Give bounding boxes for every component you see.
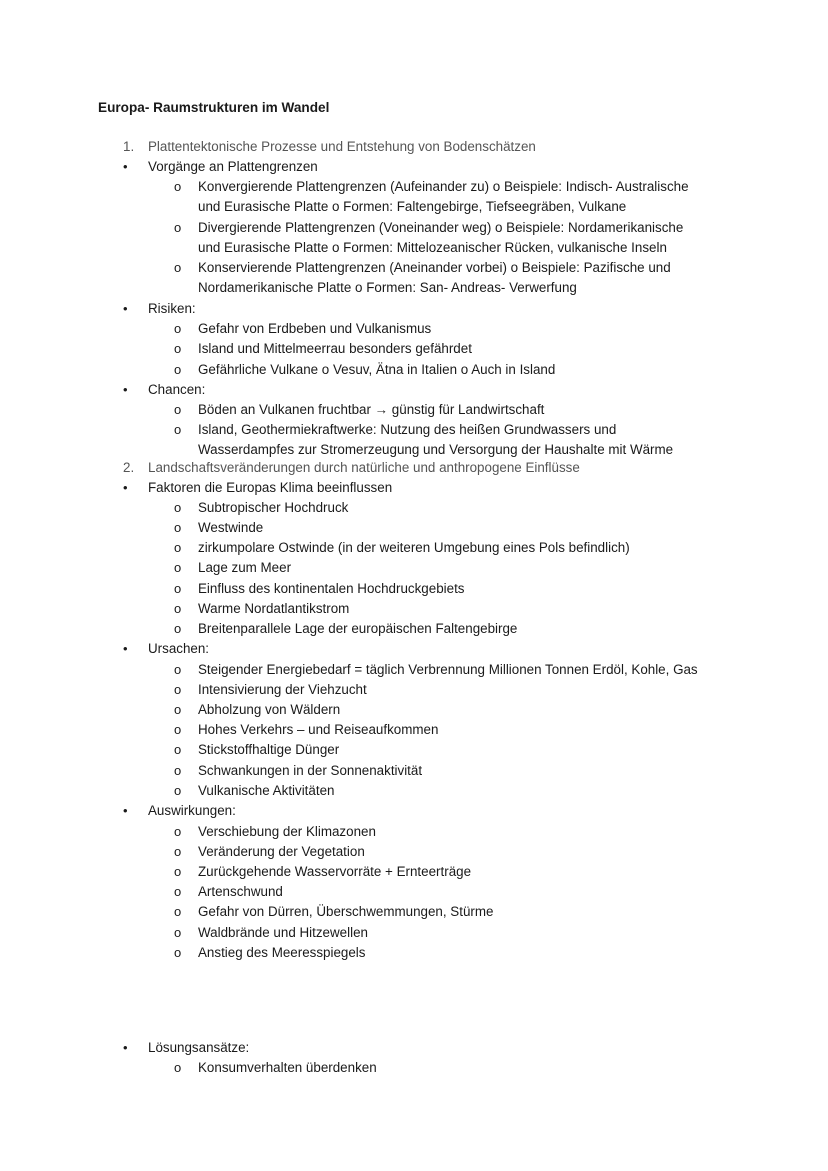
list-item: Subtropischer Hochdruck	[198, 500, 349, 515]
list-item: Veränderung der Vegetation	[198, 844, 365, 859]
list-item: Breitenparallele Lage der europäischen Faltengebirge	[198, 621, 518, 636]
circle-marker: o	[174, 682, 182, 697]
circle-marker: o	[174, 824, 182, 839]
circle-marker: o	[174, 560, 182, 575]
list-heading-risks: Risiken:	[148, 301, 196, 316]
list-item: Artenschwund	[198, 884, 283, 899]
list-heading-effects: Auswirkungen:	[148, 803, 236, 818]
list-item-text: Böden an Vulkanen fruchtbar	[198, 402, 375, 417]
list-item: Intensivierung der Viehzucht	[198, 682, 367, 697]
circle-marker: o	[174, 621, 182, 636]
circle-marker: o	[174, 904, 182, 919]
list-item: Hohes Verkehrs – und Reiseaufkommen	[198, 722, 439, 737]
circle-marker: o	[174, 742, 182, 757]
bullet-marker: •	[123, 641, 128, 656]
bullet-marker: •	[123, 382, 128, 397]
list-heading-solutions: Lösungsansätze:	[148, 1040, 250, 1055]
arrow-right-icon: →	[374, 402, 389, 417]
list-item: Vulkanische Aktivitäten	[198, 783, 335, 798]
list-item-text: günstig für Landwirtschaft	[388, 402, 545, 417]
circle-marker: o	[174, 783, 182, 798]
circle-marker: o	[174, 945, 182, 960]
list-item: Zurückgehende Wasservorräte + Ernteerträge	[198, 864, 472, 879]
list-item: Konservierende Plattengrenzen (Aneinander vorbei) o Beispiele: Pazifische und	[198, 260, 671, 275]
bullet-marker: •	[123, 1040, 128, 1055]
list-item: Waldbrände und Hitzewellen	[198, 925, 368, 940]
section-heading: Plattentektonische Prozesse und Entstehung von Bodenschätzen	[148, 139, 536, 154]
list-item: Divergierende Plattengrenzen (Voneinander weg) o Beispiele: Nordamerikanische	[198, 220, 684, 235]
circle-marker: o	[174, 722, 182, 737]
circle-marker: o	[174, 601, 182, 616]
circle-marker: o	[174, 540, 182, 555]
list-item: Gefahr von Dürren, Überschwemmungen, Stürme	[198, 904, 494, 919]
list-item-continued: und Eurasische Platte o Formen: Faltengebirge, Tiefseegräben, Vulkane	[198, 199, 627, 214]
bullet-marker: •	[123, 480, 128, 495]
circle-marker: o	[174, 402, 182, 417]
bullet-marker: •	[123, 803, 128, 818]
list-item: Schwankungen in der Sonnenaktivität	[198, 763, 423, 778]
list-item: Warme Nordatlantikstrom	[198, 601, 350, 616]
section-number: 2.	[123, 460, 135, 475]
circle-marker: o	[174, 763, 182, 778]
list-item: Island, Geothermiekraftwerke: Nutzung des heißen Grundwassers und	[198, 422, 617, 437]
list-item: Einfluss des kontinentalen Hochdruckgebiets	[198, 581, 465, 596]
list-item: Abholzung von Wäldern	[198, 702, 341, 717]
list-item: zirkumpolare Ostwinde (in der weiteren Umgebung eines Pols befindlich)	[198, 540, 630, 555]
list-item-continued: Nordamerikanische Platte o Formen: San- Andreas- Verwerfung	[198, 280, 577, 295]
circle-marker: o	[174, 220, 182, 235]
list-heading-plates: Vorgänge an Plattengrenzen	[148, 159, 318, 174]
list-item: Verschiebung der Klimazonen	[198, 824, 376, 839]
circle-marker: o	[174, 581, 182, 596]
section-heading: Landschaftsveränderungen durch natürliche und anthropogene Einflüsse	[148, 460, 580, 475]
list-item: Gefahr von Erdbeben und Vulkanismus	[198, 321, 432, 336]
list-item: Stickstoffhaltige Dünger	[198, 742, 340, 757]
circle-marker: o	[174, 179, 182, 194]
circle-marker: o	[174, 500, 182, 515]
list-item: Island und Mittelmeerrau besonders gefährdet	[198, 341, 472, 356]
circle-marker: o	[174, 844, 182, 859]
circle-marker: o	[174, 341, 182, 356]
circle-marker: o	[174, 925, 182, 940]
bullet-marker: •	[123, 301, 128, 316]
bullet-marker: •	[123, 159, 128, 174]
circle-marker: o	[174, 321, 182, 336]
circle-marker: o	[174, 864, 182, 879]
page-title: Europa- Raumstrukturen im Wandel	[98, 100, 330, 115]
circle-marker: o	[174, 884, 182, 899]
circle-marker: o	[174, 702, 182, 717]
list-heading-chances: Chancen:	[148, 382, 206, 397]
list-heading-factors: Faktoren die Europas Klima beeinflussen	[148, 480, 393, 495]
list-item: Westwinde	[198, 520, 264, 535]
list-item: Lage zum Meer	[198, 560, 292, 575]
circle-marker: o	[174, 1060, 182, 1075]
section-number: 1.	[123, 139, 135, 154]
list-item: Konsumverhalten überdenken	[198, 1060, 377, 1075]
circle-marker: o	[174, 662, 182, 677]
circle-marker: o	[174, 520, 182, 535]
list-item: Konvergierende Plattengrenzen (Aufeinander zu) o Beispiele: Indisch- Australische	[198, 179, 689, 194]
circle-marker: o	[174, 422, 182, 437]
circle-marker: o	[174, 260, 182, 275]
list-item	[198, 400, 544, 420]
list-heading-causes: Ursachen:	[148, 641, 210, 656]
list-item-continued: und Eurasische Platte o Formen: Mittelozeanischer Rücken, vulkanische Inseln	[198, 240, 667, 255]
list-item: Steigender Energiebedarf = täglich Verbrennung Millionen Tonnen Erdöl, Kohle, Gas	[198, 662, 698, 677]
list-item-continued: Wasserdampfes zur Stromerzeugung und Versorgung der Haushalte mit Wärme	[198, 442, 674, 457]
list-item: Anstieg des Meeresspiegels	[198, 945, 366, 960]
list-item: Gefährliche Vulkane o Vesuv, Ätna in Italien o Auch in Island	[198, 362, 556, 377]
circle-marker: o	[174, 362, 182, 377]
